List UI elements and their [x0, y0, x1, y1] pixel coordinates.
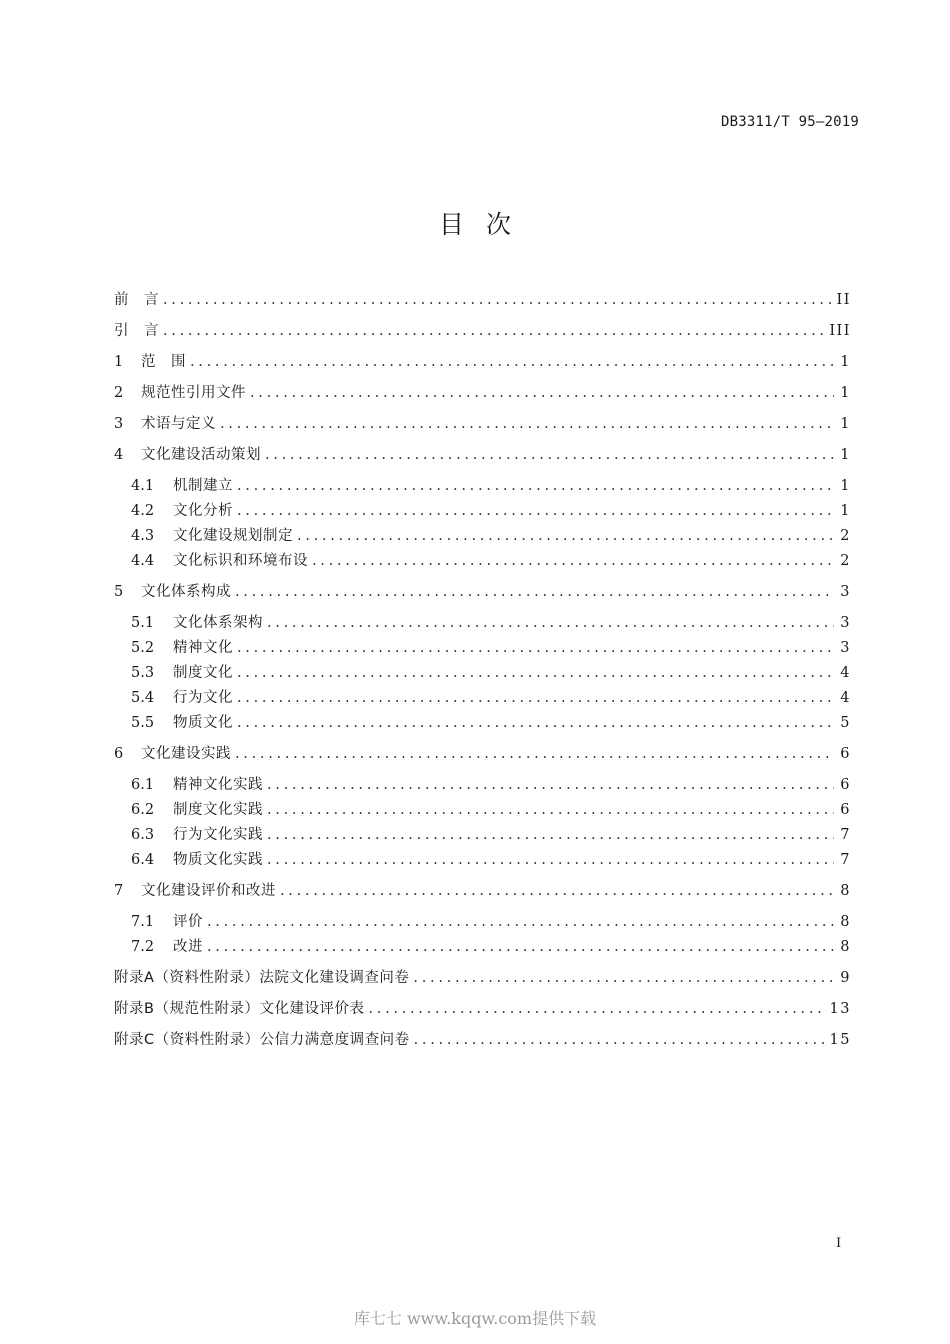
- toc-leader: [368, 1001, 823, 1017]
- toc-entry-6-4[interactable]: [131, 848, 851, 870]
- toc-entry-5-1[interactable]: [131, 611, 851, 633]
- toc-leader: [312, 553, 834, 569]
- toc-entry-5[interactable]: [114, 580, 851, 602]
- toc-leader: [414, 1032, 824, 1048]
- toc-page-number: 1: [840, 416, 851, 432]
- page-folio: I: [836, 1236, 842, 1251]
- toc-title: 目次: [438, 210, 533, 239]
- toc-entry-label: 机制建立: [173, 478, 233, 494]
- toc-leader: [267, 827, 834, 843]
- toc-entry-number: 6: [114, 746, 124, 762]
- toc-leader: [267, 852, 834, 868]
- toc-entry-5-3[interactable]: [131, 661, 851, 683]
- toc-leader: [190, 354, 834, 370]
- toc-entry-number: 6.4: [131, 852, 155, 868]
- toc-leader: [163, 323, 823, 339]
- toc-entry-label: 文化分析: [173, 503, 233, 519]
- toc-entry-label: 精神文化实践: [173, 777, 263, 793]
- toc-entry-number: 6.3: [131, 827, 155, 843]
- toc-entry-5-2[interactable]: [131, 636, 851, 658]
- toc-page-number: 8: [840, 939, 851, 955]
- toc-leader: [267, 802, 834, 818]
- toc-entry-label: 评价: [173, 914, 203, 930]
- toc-entry-appendix-c[interactable]: [114, 1028, 851, 1050]
- toc-entry-number: 3: [114, 416, 124, 432]
- toc-page-number: 5: [840, 715, 851, 731]
- toc-entry-7-1[interactable]: [131, 910, 851, 932]
- toc-leader: [237, 503, 834, 519]
- toc-entry-2[interactable]: [114, 381, 851, 403]
- toc-page-number: 6: [840, 777, 851, 793]
- toc-leader: [237, 690, 834, 706]
- toc-entry-number: 5.5: [131, 715, 155, 731]
- toc-entry-4[interactable]: [114, 443, 851, 465]
- toc-entry-label: 文化体系构成: [141, 584, 231, 600]
- toc-entry-number: 6.2: [131, 802, 155, 818]
- toc-entry-7-2[interactable]: [131, 935, 851, 957]
- toc-entry-number: 4.4: [131, 553, 155, 569]
- toc-entry-label: 规范性引用文件: [141, 385, 246, 401]
- toc-page-number: 4: [840, 690, 851, 706]
- toc-entry-label: 文化建设实践: [141, 746, 231, 762]
- download-watermark: 库七七 www.kqqw.com提供下载: [353, 1309, 597, 1328]
- toc-entry-number: 7: [114, 883, 124, 899]
- toc-entry-appendix-a[interactable]: [114, 966, 851, 988]
- toc-entry-label: 物质文化实践: [173, 852, 263, 868]
- toc-entry-label: 附录C（资料性附录）公信力满意度调查问卷: [114, 1032, 410, 1048]
- toc-page-number: 8: [840, 914, 851, 930]
- toc-leader: [237, 478, 834, 494]
- document-code: DB3311/T 95—2019: [720, 114, 859, 130]
- toc-entry-label: 附录B（规范性附录）文化建设评价表: [114, 1001, 365, 1017]
- toc-leader: [237, 665, 834, 681]
- toc-entry-3[interactable]: [114, 412, 851, 434]
- toc-entry-number: 5.2: [131, 640, 155, 656]
- toc-entry-appendix-b[interactable]: [114, 997, 851, 1019]
- toc-page-number: 15: [829, 1032, 851, 1048]
- toc-page-number: 2: [840, 528, 851, 544]
- toc-page-number: III: [829, 323, 851, 339]
- toc-entry-label: 行为文化: [173, 690, 233, 706]
- toc-entry-number: 7.1: [131, 914, 155, 930]
- toc-page-number: 3: [840, 640, 851, 656]
- toc-entry-label: 精神文化: [173, 640, 233, 656]
- toc-entry-4-1[interactable]: [131, 474, 851, 496]
- toc-leader: [235, 584, 834, 600]
- toc-entry-label: 行为文化实践: [173, 827, 263, 843]
- toc-entry-number: 5.3: [131, 665, 155, 681]
- toc-entry-foreword[interactable]: [114, 288, 851, 310]
- toc-entry-label: 前 言: [114, 292, 159, 308]
- toc-page-number: 8: [840, 883, 851, 899]
- toc-entry-label: 文化建设规划制定: [173, 528, 293, 544]
- toc-entry-number: 2: [114, 385, 124, 401]
- toc-page-number: 1: [840, 354, 851, 370]
- toc-entry-label: 制度文化: [173, 665, 233, 681]
- toc-leader: [237, 715, 834, 731]
- toc-page-number: 9: [840, 970, 851, 986]
- toc-entry-4-3[interactable]: [131, 524, 851, 546]
- toc-page-number: 1: [840, 385, 851, 401]
- toc-entry-6-2[interactable]: [131, 798, 851, 820]
- toc-entry-6-3[interactable]: [131, 823, 851, 845]
- toc-page-number: 3: [840, 615, 851, 631]
- toc-entry-number: 5: [114, 584, 124, 600]
- toc-leader: [280, 883, 834, 899]
- toc-entry-number: 4.1: [131, 478, 155, 494]
- toc-leader: [265, 447, 834, 463]
- toc-entry-label: 文化建设活动策划: [141, 447, 261, 463]
- toc-entry-introduction[interactable]: [114, 319, 851, 341]
- toc-leader: [235, 746, 834, 762]
- toc-entry-label: 范 围: [141, 354, 186, 370]
- toc-entry-label: 制度文化实践: [173, 802, 263, 818]
- toc-page-number: 13: [829, 1001, 851, 1017]
- toc-page-number: II: [836, 292, 851, 308]
- toc-page-number: 6: [840, 746, 851, 762]
- toc-entry-7[interactable]: [114, 879, 851, 901]
- toc-entry-4-4[interactable]: [131, 549, 851, 571]
- toc-page-number: 1: [840, 478, 851, 494]
- toc-leader: [237, 640, 834, 656]
- toc-entry-number: 5.4: [131, 690, 155, 706]
- toc-entry-label: 物质文化: [173, 715, 233, 731]
- toc-page-number: 6: [840, 802, 851, 818]
- toc-entry-number: 7.2: [131, 939, 155, 955]
- toc-page-number: 2: [840, 553, 851, 569]
- toc-entry-6[interactable]: [114, 742, 851, 764]
- toc-entry-6-1[interactable]: [131, 773, 851, 795]
- toc-leader: [297, 528, 834, 544]
- toc-page-number: 1: [840, 447, 851, 463]
- toc-page-number: 7: [840, 827, 851, 843]
- toc-page-number: 3: [840, 584, 851, 600]
- toc-page-number: 4: [840, 665, 851, 681]
- toc-leader: [163, 292, 831, 308]
- toc-entry-number: 6.1: [131, 777, 155, 793]
- toc-page-number: 7: [840, 852, 851, 868]
- toc-entry-label: 术语与定义: [141, 416, 216, 432]
- toc-entry-label: 附录A（资料性附录）法院文化建设调查问卷: [114, 970, 410, 986]
- toc-leader: [207, 939, 834, 955]
- toc-entry-number: 5.1: [131, 615, 155, 631]
- toc-page-number: 1: [840, 503, 851, 519]
- toc-leader: [267, 777, 834, 793]
- toc-entry-label: 引 言: [114, 323, 159, 339]
- toc-leader: [413, 970, 834, 986]
- toc-leader: [267, 615, 834, 631]
- toc-entry-number: 4.2: [131, 503, 155, 519]
- toc-entry-label: 文化标识和环境布设: [173, 553, 308, 569]
- toc-entry-number: 4: [114, 447, 124, 463]
- toc-leader: [220, 416, 834, 432]
- toc-leader: [250, 385, 834, 401]
- toc-entry-5-4[interactable]: [131, 686, 851, 708]
- toc-entry-4-2[interactable]: [131, 499, 851, 521]
- toc-entry-label: 文化体系架构: [173, 615, 263, 631]
- toc-entry-label: 改进: [173, 939, 203, 955]
- toc-entry-1[interactable]: [114, 350, 851, 372]
- toc-leader: [207, 914, 834, 930]
- toc-entry-label: 文化建设评价和改进: [141, 883, 276, 899]
- toc-entry-number: 1: [114, 354, 124, 370]
- toc-entry-number: 4.3: [131, 528, 155, 544]
- toc-entry-5-5[interactable]: [131, 711, 851, 733]
